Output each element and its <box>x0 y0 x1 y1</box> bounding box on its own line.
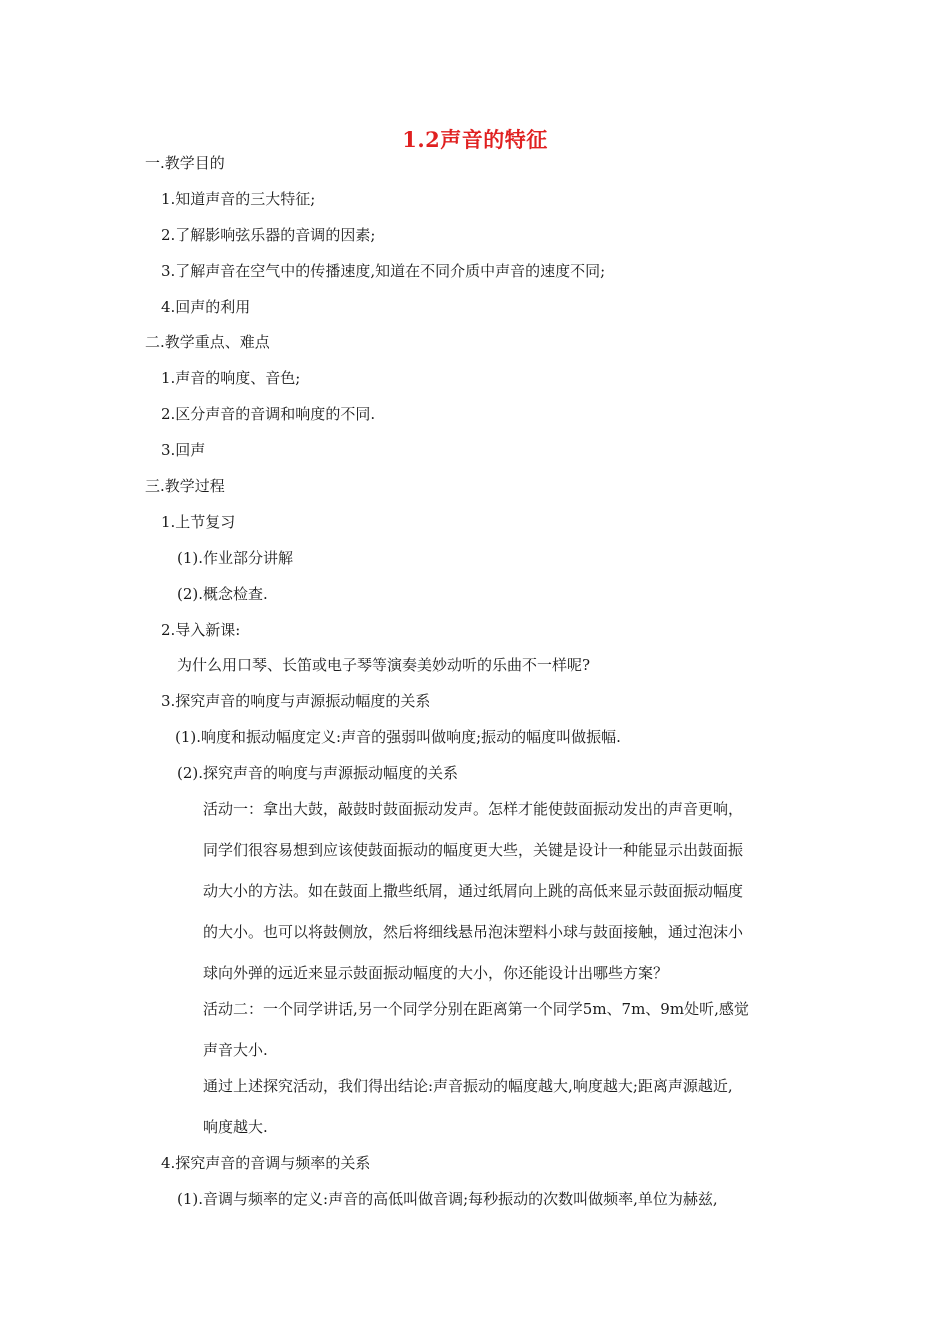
paragraph-line: 活动一：拿出大鼓，敲鼓时鼓面振动发声。怎样才能使鼓面振动发出的声音更响， <box>203 800 744 818</box>
list-item: 2.区分声音的音调和响度的不同. <box>161 405 376 423</box>
sub-item: (2).探究声音的响度与声源振动幅度的关系 <box>177 764 459 782</box>
sub-item: (1).音调与频率的定义:声音的高低叫做音调;每秒振动的次数叫做频率,单位为赫兹, <box>177 1190 718 1208</box>
list-item: 1.上节复习 <box>161 513 236 531</box>
sub-item: (2).概念检查. <box>177 585 268 603</box>
list-item: 2.导入新课: <box>161 621 241 639</box>
section-heading: 二.教学重点、难点 <box>145 333 270 351</box>
sub-item: (1).响度和振动幅度定义:声音的强弱叫做响度;振动的幅度叫做振幅. <box>175 728 621 746</box>
paragraph-line: 通过上述探究活动，我们得出结论:声音振动的幅度越大,响度越大;距离声源越近, <box>203 1077 733 1095</box>
list-item: 1.知道声音的三大特征; <box>161 190 316 208</box>
list-item: 2.了解影响弦乐器的音调的因素; <box>161 226 376 244</box>
section-heading: 三.教学过程 <box>145 477 225 495</box>
list-item: 3.回声 <box>161 441 206 459</box>
list-item: 3.了解声音在空气中的传播速度,知道在不同介质中声音的速度不同; <box>161 262 606 280</box>
paragraph-line: 的大小。也可以将鼓侧放，然后将细线悬吊泡沫塑料小球与鼓面接触，通过泡沫小 <box>203 923 744 941</box>
list-item: 4.探究声音的音调与频率的关系 <box>161 1154 371 1172</box>
section-heading: 一.教学目的 <box>145 154 225 172</box>
paragraph-line: 活动二：一个同学讲话,另一个同学分别在距离第一个同学5m、7m、9m处听,感觉 <box>203 1000 749 1018</box>
sub-item: (1).作业部分讲解 <box>177 549 294 567</box>
list-item: 3.探究声音的响度与声源振动幅度的关系 <box>161 692 431 710</box>
paragraph-line: 为什么用口琴、长笛或电子琴等演奏美妙动听的乐曲不一样呢? <box>177 656 591 674</box>
paragraph-line: 球向外弹的远近来显示鼓面振动幅度的大小，你还能设计出哪些方案？ <box>203 964 669 982</box>
paragraph-line: 声音大小. <box>203 1041 268 1059</box>
paragraph-line: 同学们很容易想到应该使鼓面振动的幅度更大些，关键是设计一种能显示出鼓面振 <box>203 841 744 859</box>
paragraph-line: 动大小的方法。如在鼓面上撒些纸屑，通过纸屑向上跳的高低来显示鼓面振动幅度 <box>203 882 744 900</box>
list-item: 1.声音的响度、音色; <box>161 369 301 387</box>
document-title: 1.2声音的特征 <box>402 127 548 152</box>
paragraph-line: 响度越大. <box>203 1118 268 1136</box>
list-item: 4.回声的利用 <box>161 298 251 316</box>
